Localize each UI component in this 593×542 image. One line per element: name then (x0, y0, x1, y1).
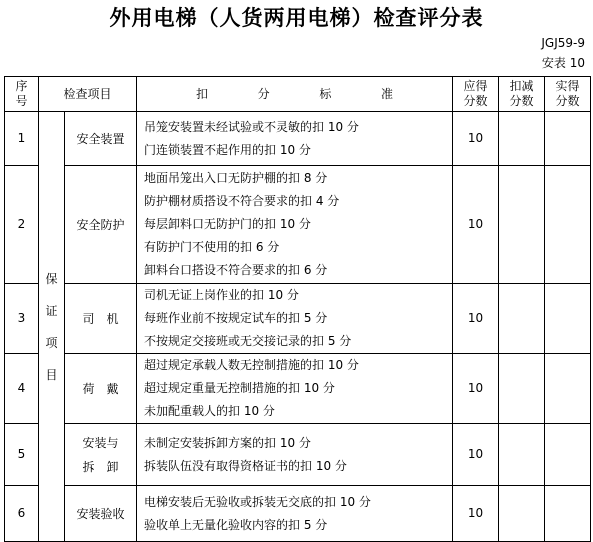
row-no: 5 (5, 424, 39, 486)
row-no: 1 (5, 112, 39, 166)
row-actual-score[interactable] (545, 112, 591, 166)
row-actual-score[interactable] (545, 284, 591, 354)
row-deduct-score[interactable] (499, 166, 545, 284)
row-item: 安装与 拆 卸 (65, 424, 137, 486)
header-row (5, 77, 591, 112)
row-due-score: 10 (453, 284, 499, 354)
table-row (5, 284, 591, 354)
table-row (5, 424, 591, 486)
row-standards: 司机无证上岗作业的扣 10 分 每班作业前不按规定试车的扣 5 分 不按规定交接班或无交接记录的扣 5 分 (137, 284, 453, 354)
table-row (5, 112, 591, 166)
row-due-score: 10 (453, 112, 499, 166)
row-standards: 地面吊笼出入口无防护棚的扣 8 分 防护棚材质搭设不符合要求的扣 4 分 每层卸料口无防护门的扣 10 分 有防护门不使用的扣 6 分 卸料台口搭设不符合要求的扣 6 分 (137, 166, 453, 284)
table-row (5, 486, 591, 542)
row-due-score: 10 (453, 166, 499, 284)
row-item: 荷 戴 (65, 354, 137, 424)
row-deduct-score[interactable] (499, 284, 545, 354)
row-deduct-score[interactable] (499, 354, 545, 424)
row-no: 3 (5, 284, 39, 354)
row-due-score: 10 (453, 354, 499, 424)
row-actual-score[interactable] (545, 354, 591, 424)
standard-code: JGJ59-9 (541, 36, 585, 50)
row-standards: 未制定安装拆卸方案的扣 10 分 拆装队伍没有取得资格证书的扣 10 分 (137, 424, 453, 486)
row-no: 6 (5, 486, 39, 542)
header-item: 检查项目 (39, 77, 137, 112)
row-no: 2 (5, 166, 39, 284)
sheet-number: 安表 10 (541, 56, 585, 70)
row-deduct-score[interactable] (499, 486, 545, 542)
row-due-score: 10 (453, 424, 499, 486)
category-cell: 保 证 项 目 (39, 112, 65, 542)
row-standards: 吊笼安装置未经试验或不灵敏的扣 10 分 门连锁装置不起作用的扣 10 分 (137, 112, 453, 166)
row-item: 安全装置 (65, 112, 137, 166)
header-no: 序 号 (5, 77, 39, 112)
header-due: 应得 分数 (453, 77, 499, 112)
header-actual: 实得 分数 (545, 77, 591, 112)
page-title: 外用电梯（人货两用电梯）检查评分表 (109, 6, 484, 30)
row-standards: 超过规定承载人数无控制措施的扣 10 分 超过规定重量无控制措施的扣 10 分 未加配重载人的扣 10 分 (137, 354, 453, 424)
row-actual-score[interactable] (545, 486, 591, 542)
row-deduct-score[interactable] (499, 424, 545, 486)
score-table (4, 76, 591, 542)
row-item: 安全防护 (65, 166, 137, 284)
row-no: 4 (5, 354, 39, 424)
row-item: 司 机 (65, 284, 137, 354)
header-standard: 扣 分 标 准 (137, 77, 453, 112)
table-row (5, 166, 591, 284)
row-actual-score[interactable] (545, 424, 591, 486)
row-due-score: 10 (453, 486, 499, 542)
table-row (5, 354, 591, 424)
header-deduct: 扣减 分数 (499, 77, 545, 112)
row-standards: 电梯安装后无验收或拆装无交底的扣 10 分 验收单上无量化验收内容的扣 5 分 (137, 486, 453, 542)
row-deduct-score[interactable] (499, 112, 545, 166)
row-actual-score[interactable] (545, 166, 591, 284)
row-item: 安装验收 (65, 486, 137, 542)
